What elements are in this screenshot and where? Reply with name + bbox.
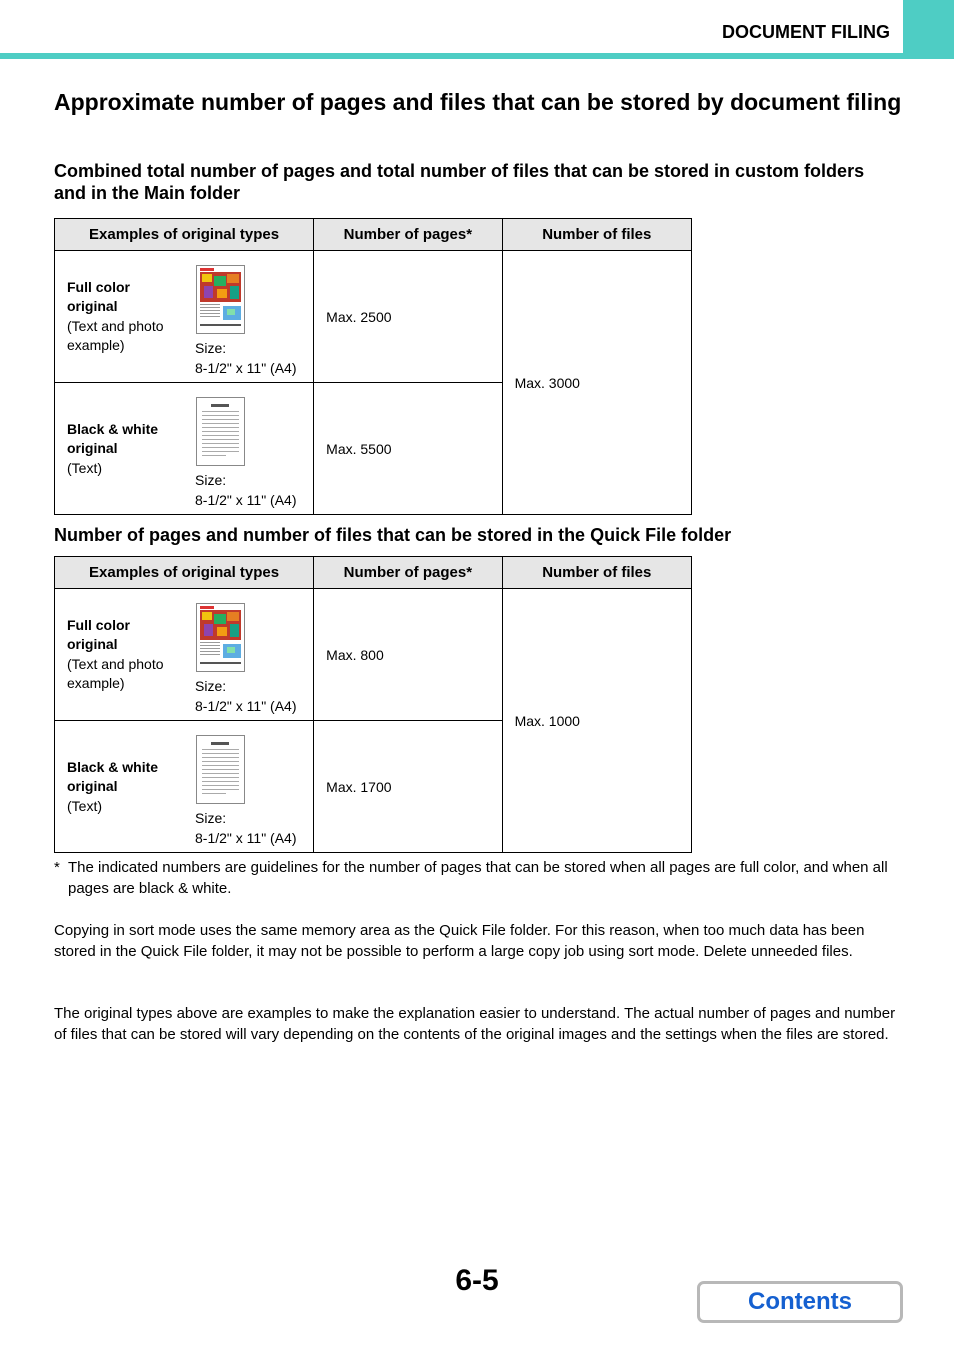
original-size [195, 677, 297, 716]
section2-table [54, 556, 692, 853]
original-type-note: (Text) [67, 797, 102, 814]
table-header-row [55, 557, 692, 589]
original-size [195, 471, 297, 510]
column-header: Examples of original types [55, 557, 314, 589]
original-type-label [67, 278, 179, 356]
header-accent-tab [903, 0, 954, 53]
pages-cell: Max. 800 [314, 589, 502, 721]
original-type-note: (Text) [67, 459, 102, 476]
original-type-note: (Text and photo example) [67, 655, 164, 691]
size-label: Size: [195, 810, 227, 826]
column-header: Number of files [502, 219, 691, 251]
size-label: Size: [195, 340, 227, 356]
original-type-cell [55, 721, 314, 853]
table-row [55, 251, 692, 383]
column-header: Number of files [502, 557, 691, 589]
section-title: DOCUMENT FILING [722, 22, 890, 42]
header-accent-line [0, 53, 954, 59]
sort-mode-paragraph: Copying in sort mode uses the same memory area as the Quick File folder. For this reason, when too much data has been stored in the Quick File folder, it may not be possible to perform a large copy job using sort mode. Delete unneeded files. [54, 922, 865, 960]
original-type-cell [55, 589, 314, 721]
size-value: 8-1/2" x 11" (A4) [195, 359, 297, 376]
original-size [195, 809, 297, 848]
pages-cell: Max. 5500 [314, 383, 502, 515]
footnote-mark: * [54, 859, 60, 876]
original-type-name: Black & white original [67, 420, 159, 456]
original-type-label [67, 419, 179, 478]
text-document-thumbnail [196, 735, 245, 804]
page-title: Approximate number of pages and files that can be stored by document filing [54, 89, 902, 115]
footnote [54, 857, 904, 899]
page-number: 6-5 [455, 1264, 499, 1297]
section2-heading: Number of pages and number of files that can be stored in the Quick File folder [54, 525, 732, 545]
column-header: Number of pages* [314, 219, 502, 251]
original-type-name: Full color original [67, 278, 130, 314]
original-type-name: Full color original [67, 616, 130, 652]
original-type-note: (Text and photo example) [67, 317, 164, 353]
files-cell: Max. 3000 [502, 251, 691, 515]
footnote-text: The indicated numbers are guidelines for the number of pages that can be stored when all pages are full color, and when all pages are black & white. [68, 859, 888, 897]
size-value: 8-1/2" x 11" (A4) [195, 697, 297, 714]
original-type-cell [55, 383, 314, 515]
column-header: Number of pages* [314, 557, 502, 589]
original-type-label [67, 616, 179, 694]
section1-table [54, 218, 692, 515]
size-label: Size: [195, 678, 227, 694]
original-type-label [67, 757, 179, 816]
table-header-row [55, 219, 692, 251]
original-type-cell [55, 251, 314, 383]
text-document-thumbnail [196, 397, 245, 466]
color-document-thumbnail [196, 265, 245, 334]
size-label: Size: [195, 472, 227, 488]
pages-cell: Max. 1700 [314, 721, 502, 853]
files-cell: Max. 1000 [502, 589, 691, 853]
color-document-thumbnail [196, 603, 245, 672]
original-type-name: Black & white original [67, 758, 159, 794]
table-row [55, 589, 692, 721]
original-size [195, 339, 297, 378]
size-value: 8-1/2" x 11" (A4) [195, 491, 297, 508]
original-types-paragraph: The original types above are examples to make the explanation easier to understand. The actual number of pages and number of files that can be stored will vary depending on the contents of the original images and the settings when the files are stored. [54, 1005, 896, 1043]
pages-cell: Max. 2500 [314, 251, 502, 383]
section1-heading: Combined total number of pages and total number of files that can be stored in custom folders and in the Main folder [54, 161, 865, 203]
size-value: 8-1/2" x 11" (A4) [195, 829, 297, 846]
column-header: Examples of original types [55, 219, 314, 251]
contents-button[interactable]: Contents [697, 1281, 903, 1323]
